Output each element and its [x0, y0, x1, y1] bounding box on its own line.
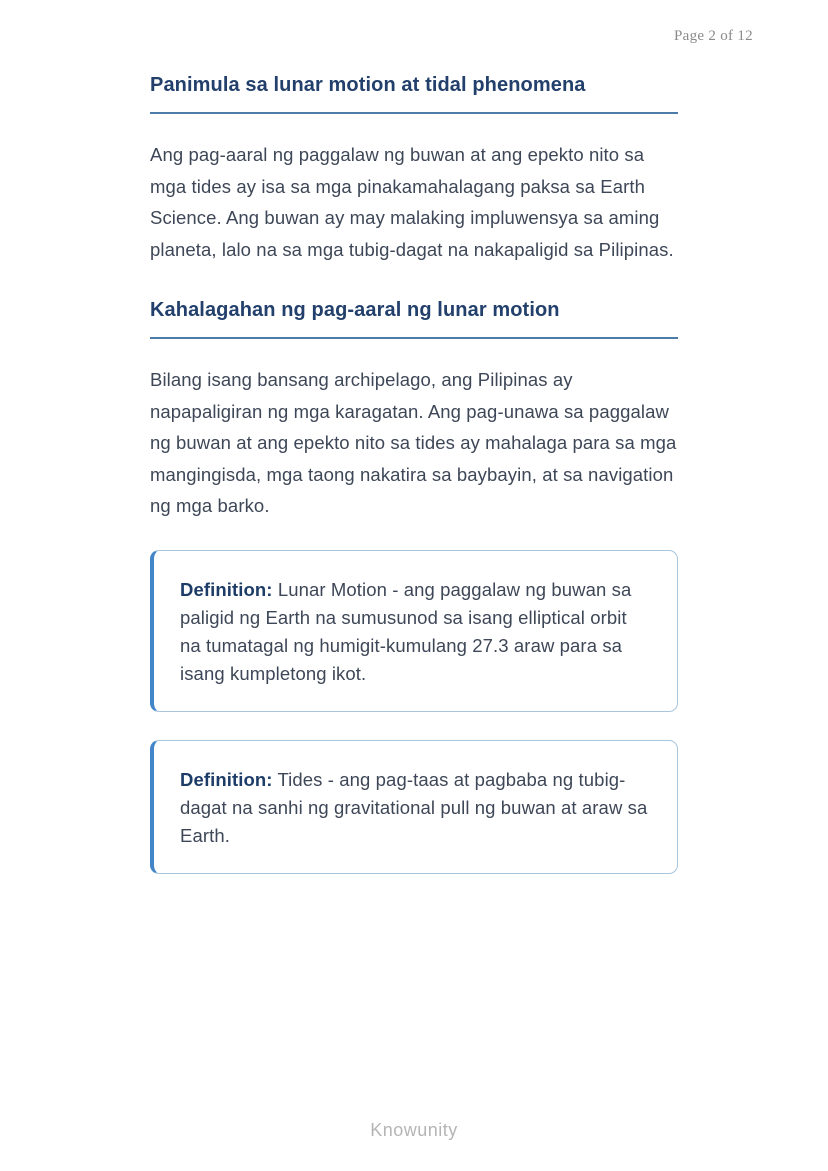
definition-label: Definition:: [180, 578, 273, 600]
definition-box-tides: [150, 740, 678, 874]
definition-label: Definition:: [180, 768, 273, 790]
section-importance: [150, 299, 678, 522]
section-lunar-motion-intro: [150, 74, 678, 265]
definition-text: Lunar Motion - ang paggalaw ng buwan sa paligid ng Earth na sumusunod sa isang elliptical orbit na tumatagal ng humigit-kumulang 27.3 araw para sa isang kumpletong ikot.: [180, 578, 632, 684]
footer-brand: Knowunity: [370, 1120, 458, 1140]
heading-rule: [150, 112, 678, 114]
definition-box-lunar-motion: [150, 550, 678, 712]
paragraph: Ang pag-aaral ng paggalaw ng buwan at ang epekto nito sa mga tides ay isa sa mga pinakamahalagang paksa sa Earth Science. Ang buwan ay may malaking impluwensya sa aming planeta, lalo na sa mga tubig-dagat na nakapaligid sa Pilipinas.: [150, 144, 674, 260]
section-heading: Panimula sa lunar motion at tidal phenomena: [150, 74, 586, 96]
definition-text: Tides - ang pag-taas at pagbaba ng tubig-dagat na sanhi ng gravitational pull ng buwan at araw sa Earth.: [180, 768, 648, 846]
heading-rule: [150, 337, 678, 339]
page-number: Page 2 of 12: [673, 28, 753, 44]
section-heading: Kahalagahan ng pag-aaral ng lunar motion: [150, 299, 560, 321]
document-content: [150, 74, 678, 874]
paragraph: Bilang isang bansang archipelago, ang Pilipinas ay napapaligiran ng mga karagatan. Ang pag-unawa sa paggalaw ng buwan at ang epekto nito sa tides ay mahalaga para sa mga mangingisda, mga taong nakatira sa baybayin, at sa navigation ng mga barko.: [150, 369, 677, 516]
